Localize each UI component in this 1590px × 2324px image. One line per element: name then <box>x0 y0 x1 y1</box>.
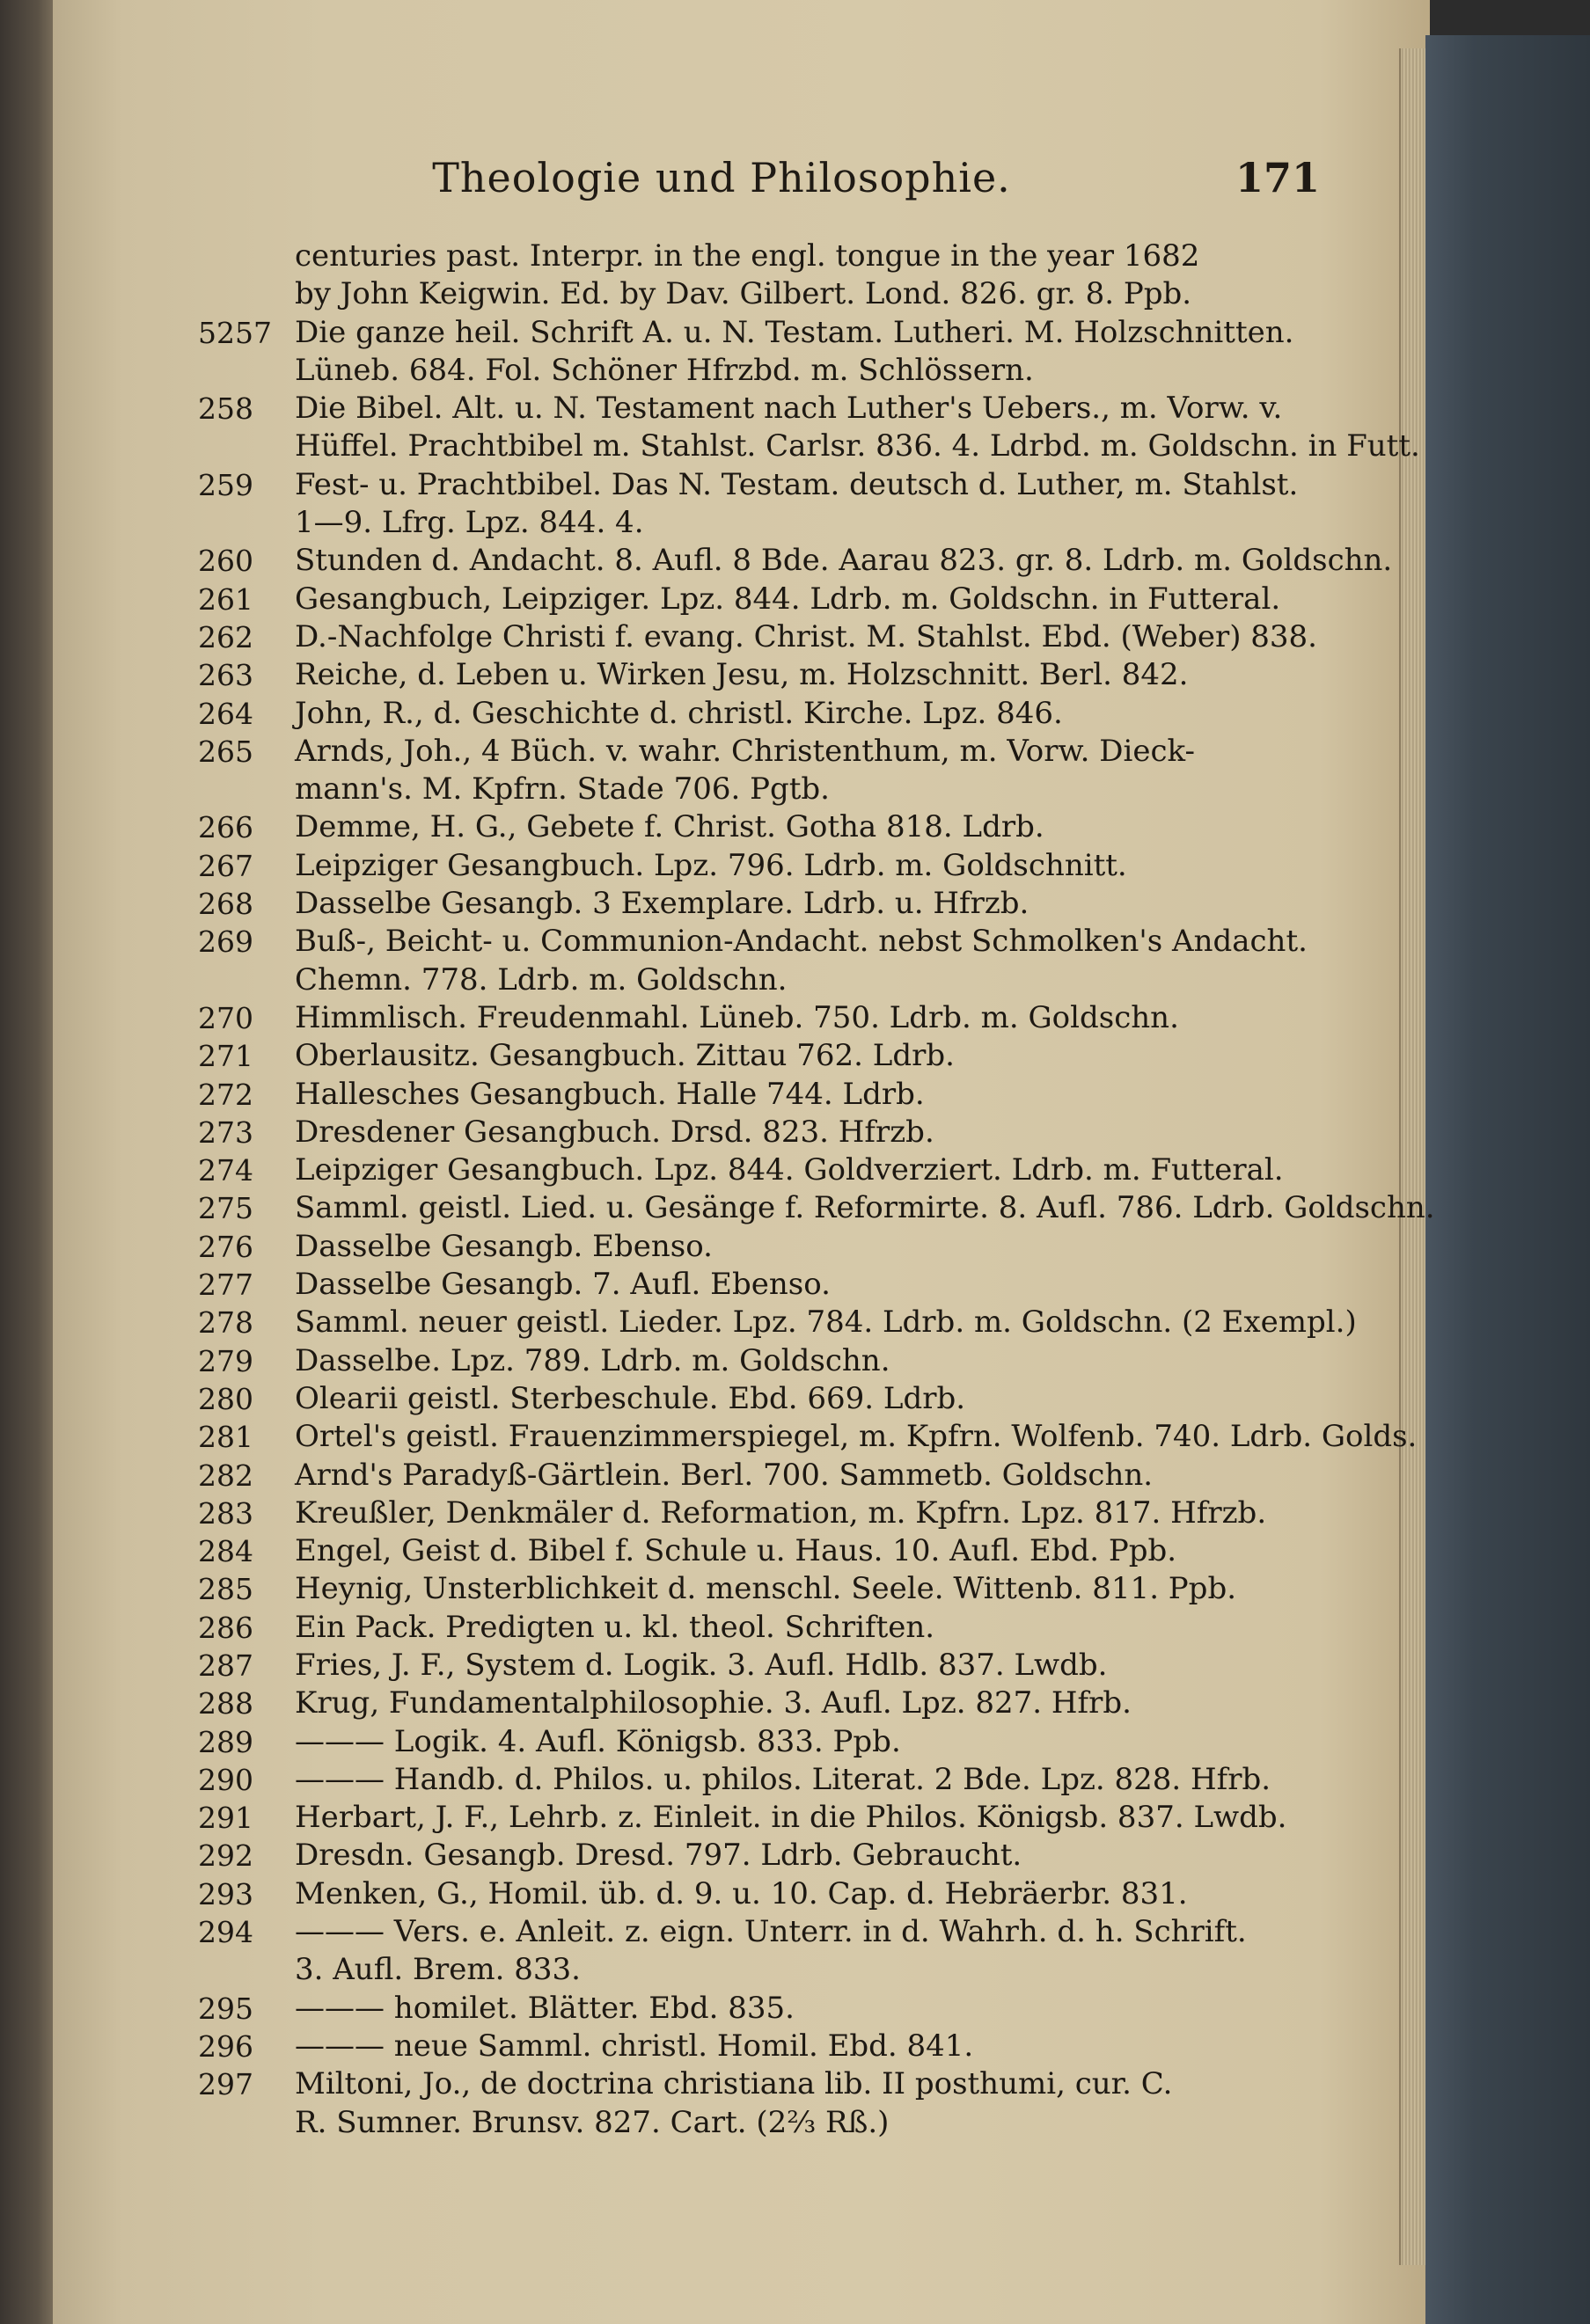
entry-number: 291 <box>198 1801 253 1836</box>
entry-number: 264 <box>198 696 253 731</box>
entry-number: 279 <box>198 1343 253 1378</box>
entry-text: Oberlausitz. Gesangbuch. Zittau 762. Ldrb. <box>295 1038 955 1074</box>
entry-text: 3. Aufl. Brem. 833. <box>295 1952 581 1988</box>
catalog-entry <box>198 542 1393 580</box>
entry-number: 267 <box>198 848 253 883</box>
entry-number: 270 <box>198 1000 253 1035</box>
catalog-entry <box>198 1114 1333 1151</box>
catalog-entry <box>198 1076 1333 1114</box>
entry-number: 280 <box>198 1381 253 1416</box>
catalog-entry-continuation <box>207 504 1333 542</box>
entry-number: 262 <box>198 619 253 654</box>
entry-text: Dasselbe Gesangb. 3 Exemplare. Ldrb. u. Hfrzb. <box>295 886 1029 922</box>
entry-text: Menken, G., Homil. üb. d. 9. u. 10. Cap. d. Hebräerbr. 831. <box>295 1875 1188 1911</box>
entry-number: 266 <box>198 810 253 845</box>
entry-text: ——— Logik. 4. Aufl. Königsb. 833. Ppb. <box>295 1723 901 1759</box>
catalog-entry <box>198 1342 1333 1380</box>
catalog-entry <box>198 1304 1357 1341</box>
entry-number: 260 <box>198 544 253 579</box>
entry-number: 277 <box>198 1268 253 1303</box>
catalog-entry <box>198 2065 1333 2103</box>
catalog-entry <box>198 1037 1333 1075</box>
entry-number: 286 <box>198 1610 253 1645</box>
catalog-entry <box>198 1837 1333 1875</box>
entry-text: 1—9. Lfrg. Lpz. 844. 4. <box>295 505 644 541</box>
entry-text: Herbart, J. F., Lehrb. z. Einleit. in die Philos. Königsb. 837. Lwdb. <box>295 1800 1287 1836</box>
catalog-entry <box>198 1913 1333 1951</box>
catalog-entries <box>198 238 1435 2142</box>
page-number: 171 <box>1235 154 1320 201</box>
catalog-entry-continuation <box>207 961 1333 999</box>
catalog-entry <box>198 1151 1333 1189</box>
catalog-entry-continuation <box>207 771 1333 808</box>
entry-text: Engel, Geist d. Bibel f. Schule u. Haus. 10. Aufl. Ebd. Ppb. <box>295 1533 1177 1569</box>
entry-number: 263 <box>198 658 253 693</box>
entry-text: Hüffel. Prachtbibel m. Stahlst. Carlsr. 836. 4. Ldrbd. m. Goldschn. in Futt. <box>295 428 1420 464</box>
running-title: Theologie und Philosophie. <box>432 154 1011 201</box>
catalog-entry-continuation <box>207 352 1333 390</box>
catalog-entry <box>198 1761 1333 1799</box>
entry-text: mann's. M. Kpfrn. Stade 706. Pgtb. <box>295 771 830 808</box>
page-fore-edge <box>1399 48 1427 2265</box>
catalog-entry <box>198 1723 1333 1761</box>
catalog-entry-continuation <box>207 428 1420 465</box>
book-cover-edge <box>1425 35 1590 2324</box>
catalog-entry-continuation <box>207 1951 1333 1989</box>
catalog-entry <box>198 1418 1418 1456</box>
entry-number: 261 <box>198 581 253 617</box>
entry-number: 287 <box>198 1648 253 1683</box>
entry-text: Krug, Fundamentalphilosophie. 3. Aufl. Lpz. 827. Hfrb. <box>295 1685 1132 1721</box>
catalog-entry <box>198 1266 1333 1304</box>
entry-text: Die ganze heil. Schrift A. u. N. Testam. Lutheri. M. Holzschnitten. <box>295 314 1294 350</box>
catalog-entry <box>198 314 1333 352</box>
catalog-entry <box>198 847 1333 885</box>
catalog-entry <box>198 1457 1333 1495</box>
entry-text: Dasselbe. Lpz. 789. Ldrb. m. Goldschn. <box>295 1342 890 1378</box>
entry-number: 278 <box>198 1305 253 1341</box>
entry-text: Lüneb. 684. Fol. Schöner Hfrzbd. m. Schlössern. <box>295 352 1034 388</box>
entry-number: 293 <box>198 1876 253 1911</box>
catalog-entry-continuation <box>207 238 1333 275</box>
catalog-entry <box>198 581 1333 618</box>
entry-text: Miltoni, Jo., de doctrina christiana lib. II posthumi, cur. C. <box>295 2066 1173 2102</box>
entry-text: ——— neue Samml. christl. Homil. Ebd. 841. <box>295 2028 974 2064</box>
entry-text: Kreußler, Denkmäler d. Reformation, m. Kpfrn. Lpz. 817. Hfrzb. <box>295 1495 1267 1531</box>
catalog-entry <box>198 1380 1333 1418</box>
entry-text: ——— Vers. e. Anleit. z. eign. Unterr. in d. Wahrh. d. h. Schrift. <box>295 1914 1247 1950</box>
entry-number: 284 <box>198 1534 253 1569</box>
entry-text: Stunden d. Andacht. 8. Aufl. 8 Bde. Aarau 823. gr. 8. Ldrb. m. Goldschn. <box>295 543 1393 579</box>
entry-text: by John Keigwin. Ed. by Dav. Gilbert. Lond. 826. gr. 8. Ppb. <box>295 276 1192 312</box>
page-header <box>141 154 1320 216</box>
entry-text: R. Sumner. Brunsv. 827. Cart. (2⅔ Rß.) <box>295 2104 890 2140</box>
entry-text: Leipziger Gesangbuch. Lpz. 844. Goldverziert. Ldrb. m. Futteral. <box>295 1152 1284 1188</box>
entry-number: 295 <box>198 1991 253 2026</box>
catalog-entry <box>198 1189 1435 1227</box>
entry-number: 276 <box>198 1229 253 1264</box>
catalog-entry <box>198 1647 1333 1685</box>
catalog-entry <box>198 656 1333 694</box>
entry-number: 290 <box>198 1762 253 1797</box>
catalog-entry-continuation <box>207 275 1333 313</box>
entry-text: Buß-, Beicht- u. Communion-Andacht. nebst Schmolken's Andacht. <box>295 924 1308 960</box>
catalog-entry <box>198 1570 1333 1608</box>
entry-text: Heynig, Unsterblichkeit d. menschl. Seele. Wittenb. 811. Ppb. <box>295 1571 1237 1607</box>
entry-text: Arnds, Joh., 4 Büch. v. wahr. Christenthum, m. Vorw. Dieck- <box>295 733 1195 769</box>
entry-number: 292 <box>198 1838 253 1874</box>
entry-text: Dresdn. Gesangb. Dresd. 797. Ldrb. Gebraucht. <box>295 1838 1022 1874</box>
catalog-entry <box>198 1495 1333 1532</box>
catalog-entry <box>198 1532 1333 1570</box>
catalog-entry <box>198 1685 1333 1722</box>
entry-number: 268 <box>198 887 253 922</box>
catalog-entry <box>198 1799 1333 1837</box>
entry-text: D.-Nachfolge Christi f. evang. Christ. M. Stahlst. Ebd. (Weber) 838. <box>295 618 1317 654</box>
entry-number: 5257 <box>198 315 272 350</box>
entry-number: 259 <box>198 467 253 502</box>
entry-number: 281 <box>198 1420 253 1455</box>
entry-text: Samml. geistl. Lied. u. Gesänge f. Reformirte. 8. Aufl. 786. Ldrb. Goldschn. <box>295 1190 1435 1226</box>
entry-number: 258 <box>198 391 253 427</box>
catalog-entry <box>198 1609 1333 1647</box>
entry-text: Dasselbe Gesangb. Ebenso. <box>295 1228 713 1264</box>
catalog-entry-continuation <box>207 2104 1333 2142</box>
entry-text: Dasselbe Gesangb. 7. Aufl. Ebenso. <box>295 1267 831 1303</box>
catalog-entry <box>198 695 1333 733</box>
entry-number: 296 <box>198 2028 253 2064</box>
entry-text: Himmlisch. Freudenmahl. Lüneb. 750. Ldrb. m. Goldschn. <box>295 999 1179 1035</box>
entry-text: Fries, J. F., System d. Logik. 3. Aufl. Hdlb. 837. Lwdb. <box>295 1647 1108 1683</box>
entry-number: 273 <box>198 1114 253 1150</box>
entry-number: 288 <box>198 1686 253 1721</box>
entry-text: Demme, H. G., Gebete f. Christ. Gotha 818. Ldrb. <box>295 809 1044 845</box>
entry-text: centuries past. Interpr. in the engl. tongue in the year 1682 <box>295 238 1200 274</box>
entry-text: Olearii geistl. Sterbeschule. Ebd. 669. Ldrb. <box>295 1380 966 1416</box>
entry-number: 265 <box>198 734 253 769</box>
entry-text: ——— homilet. Blätter. Ebd. 835. <box>295 1990 795 2026</box>
catalog-entry <box>198 618 1333 656</box>
catalog-entry <box>198 808 1333 846</box>
entry-text: Die Bibel. Alt. u. N. Testament nach Luther's Uebers., m. Vorw. v. <box>295 391 1283 427</box>
catalog-entry <box>198 466 1333 504</box>
entry-text: Gesangbuch, Leipziger. Lpz. 844. Ldrb. m. Goldschn. in Futteral. <box>295 581 1281 617</box>
catalog-entry <box>198 1228 1333 1266</box>
entry-text: Arnd's Paradyß-Gärtlein. Berl. 700. Sammetb. Goldschn. <box>295 1457 1154 1493</box>
entry-text: John, R., d. Geschichte d. christl. Kirche. Lpz. 846. <box>295 695 1063 731</box>
entry-number: 297 <box>198 2067 253 2102</box>
catalog-entry <box>198 1990 1333 2028</box>
entry-text: Ein Pack. Predigten u. kl. theol. Schriften. <box>295 1609 935 1645</box>
entry-text: ——— Handb. d. Philos. u. philos. Literat. 2 Bde. Lpz. 828. Hfrb. <box>295 1761 1271 1797</box>
entry-text: Samml. neuer geistl. Lieder. Lpz. 784. Ldrb. m. Goldschn. (2 Exempl.) <box>295 1305 1357 1341</box>
entry-number: 282 <box>198 1458 253 1493</box>
catalog-entry <box>198 1875 1333 1913</box>
entry-number: 289 <box>198 1724 253 1759</box>
catalog-entry <box>198 733 1333 771</box>
entry-text: Dresdener Gesangbuch. Drsd. 823. Hfrzb. <box>295 1114 934 1150</box>
entry-text: Hallesches Gesangbuch. Halle 744. Ldrb. <box>295 1076 925 1112</box>
catalog-entry <box>198 999 1333 1037</box>
entry-number: 274 <box>198 1153 253 1188</box>
entry-number: 283 <box>198 1495 253 1531</box>
catalog-entry <box>198 2028 1333 2065</box>
entry-number: 285 <box>198 1572 253 1607</box>
catalog-entry <box>198 390 1333 428</box>
catalog-entry <box>198 923 1333 961</box>
entry-text: Reiche, d. Leben u. Wirken Jesu, m. Holzschnitt. Berl. 842. <box>295 657 1189 693</box>
entry-number: 294 <box>198 1915 253 1950</box>
entry-number: 271 <box>198 1039 253 1074</box>
entry-text: Leipziger Gesangbuch. Lpz. 796. Ldrb. m. Goldschnitt. <box>295 847 1127 883</box>
entry-number: 272 <box>198 1077 253 1112</box>
catalog-entry <box>198 885 1333 923</box>
entry-number: 275 <box>198 1191 253 1226</box>
entry-text: Chemn. 778. Ldrb. m. Goldschn. <box>295 961 788 998</box>
entry-text: Ortel's geistl. Frauenzimmerspiegel, m. Kpfrn. Wolfenb. 740. Ldrb. Golds. <box>295 1419 1418 1455</box>
entry-number: 269 <box>198 924 253 960</box>
entry-text: Fest- u. Prachtbibel. Das N. Testam. deutsch d. Luther, m. Stahlst. <box>295 466 1299 502</box>
